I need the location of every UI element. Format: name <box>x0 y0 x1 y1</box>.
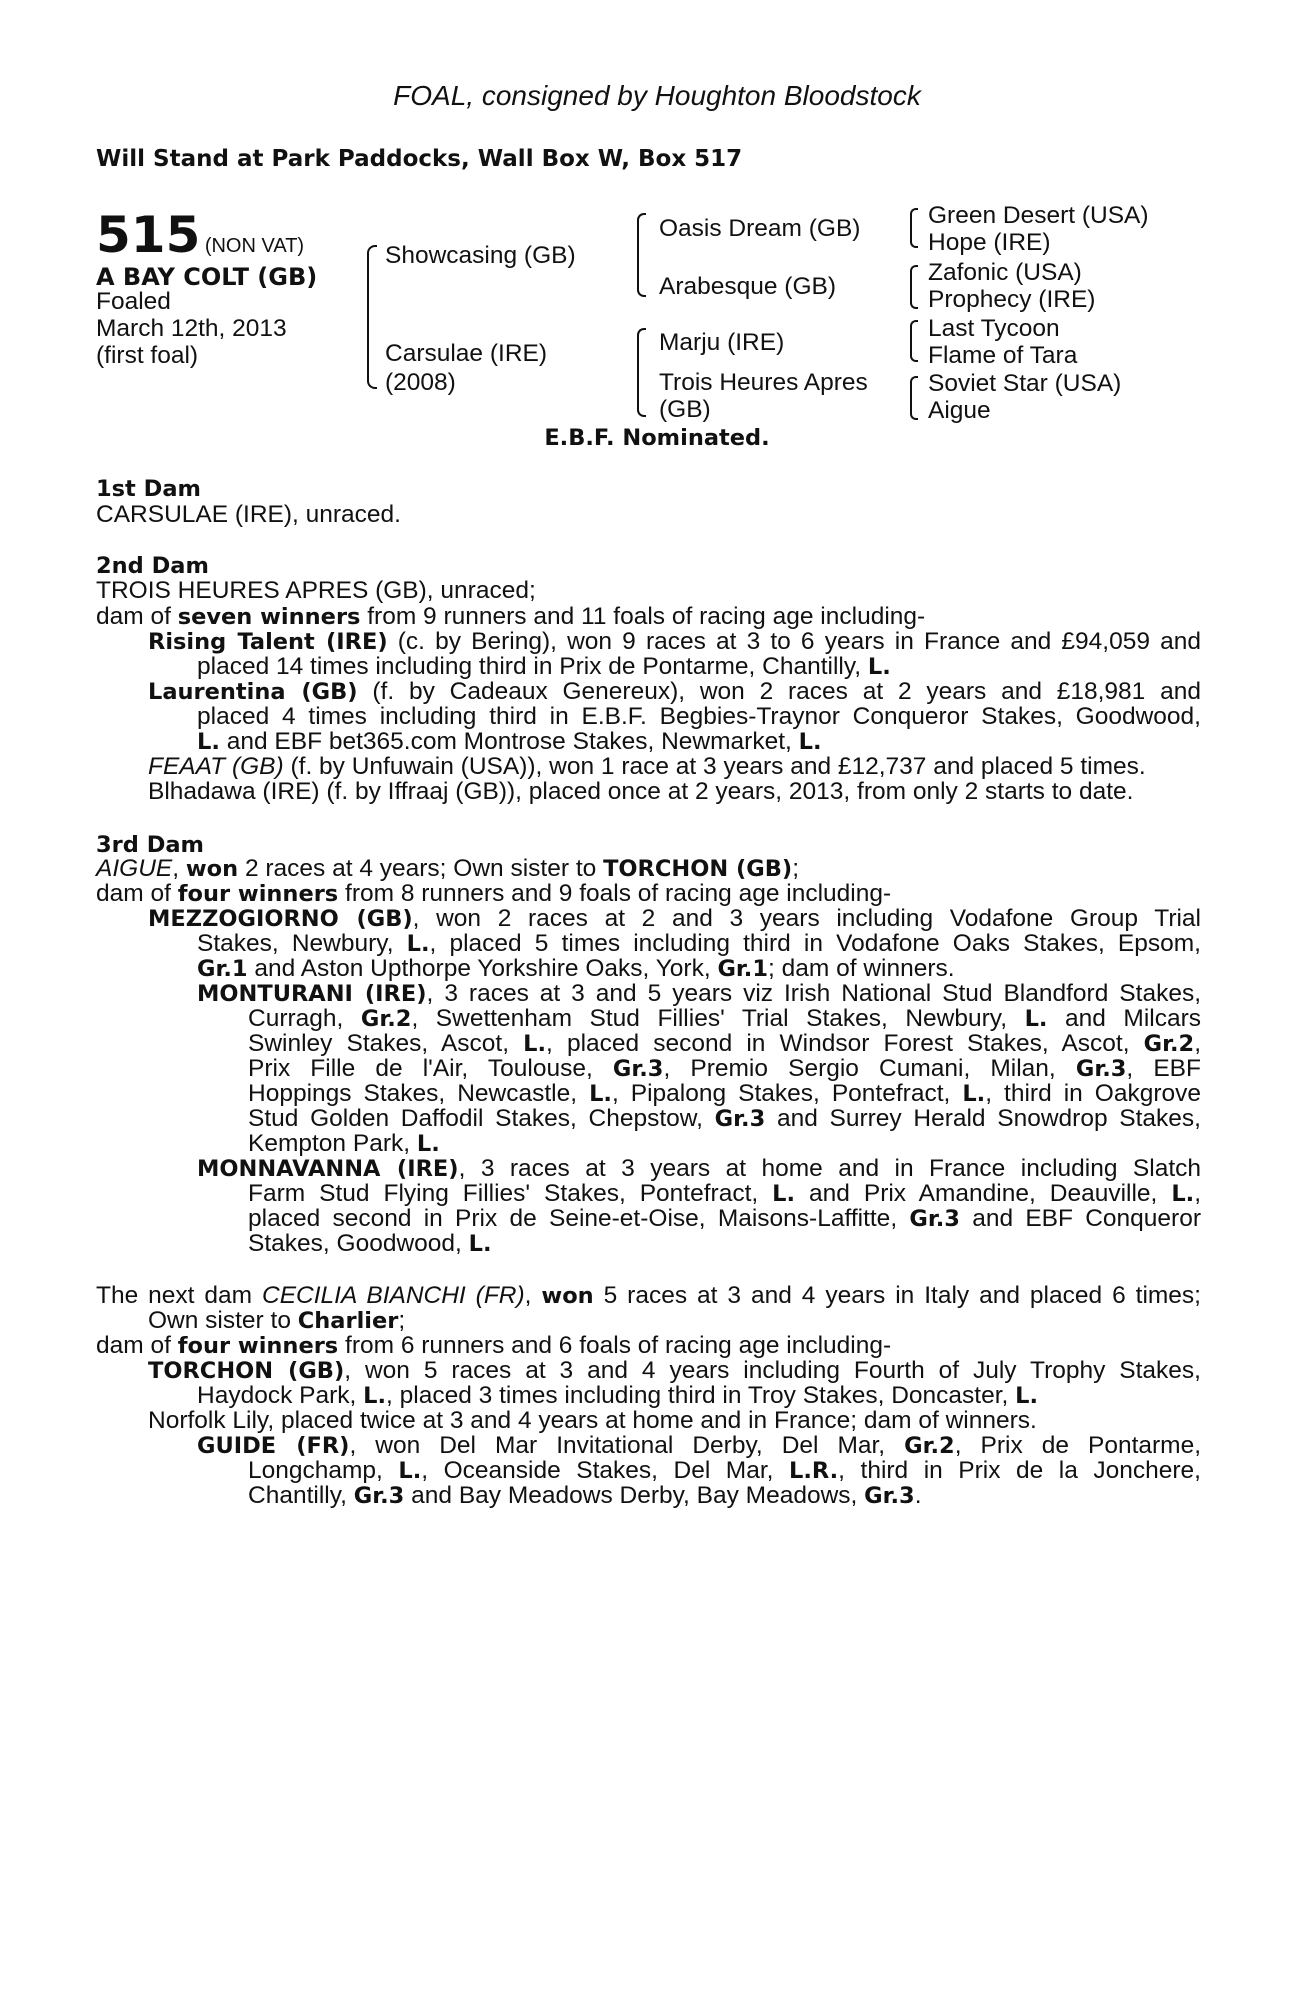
pedigree-ddd: Aigue <box>928 397 991 424</box>
foaled-label: Foaled <box>96 288 171 315</box>
third-dam-line: dam of four winners from 8 runners and 9 foals of racing age including- <box>96 880 892 907</box>
third-dam-line: Kempton Park, L. <box>248 1130 440 1157</box>
second-dam-line: Laurentina (GB) (f. by Cadeaux Genereux), won 2 races at 2 years and £18,981 and <box>148 678 1201 705</box>
lot-number-block <box>96 206 304 264</box>
second-dam-line: L. and EBF bet365.com Montrose Stakes, Newmarket, L. <box>197 728 822 755</box>
second-dam-line: FEAAT (GB) (f. by Unfuwain (USA)), won 1 race at 3 years and £12,737 and placed 5 times. <box>148 753 1146 780</box>
pedigree-dds: Soviet Star (USA) <box>928 370 1122 397</box>
next-dam-line: dam of four winners from 6 runners and 6 foals of racing age including- <box>96 1332 892 1359</box>
lot-name: A BAY COLT (GB) <box>96 263 318 291</box>
next-dam-line: Longchamp, L., Oceanside Stakes, Del Mar, L.R., third in Prix de la Jonchere, <box>248 1457 1201 1484</box>
third-dam-heading: 3rd Dam <box>96 832 204 858</box>
pedigree-bracket-sire-dam <box>367 245 377 389</box>
third-dam-line: Prix Fille de l'Air, Toulouse, Gr.3, Premio Sergio Cumani, Milan, Gr.3, EBF <box>248 1055 1201 1082</box>
pedigree-bracket-ss <box>910 208 918 248</box>
pedigree-sire-dam: Arabesque (GB) <box>659 273 837 300</box>
pedigree-dam-dam-line2: (GB) <box>659 396 711 423</box>
pedigree-sss: Green Desert (USA) <box>928 202 1149 229</box>
third-dam-line: AIGUE, won 2 races at 4 years; Own sister to TORCHON (GB); <box>96 855 799 882</box>
next-dam-line: Own sister to Charlier; <box>148 1307 406 1334</box>
pedigree-ssd: Hope (IRE) <box>928 229 1051 256</box>
second-dam-line: TROIS HEURES APRES (GB), unraced; <box>96 577 536 604</box>
next-dam-line: Haydock Park, L., placed 3 times including third in Troy Stakes, Doncaster, L. <box>197 1382 1039 1409</box>
second-dam-line: Rising Talent (IRE) (c. by Bering), won 9 races at 3 to 6 years in France and £94,059 and <box>148 628 1201 655</box>
foal-note: (first foal) <box>96 342 199 369</box>
pedigree-dam: Carsulae (IRE) <box>385 340 548 367</box>
third-dam-line: Swinley Stakes, Ascot, L., placed second in Windsor Forest Stakes, Ascot, Gr.2, <box>248 1030 1201 1057</box>
ebf-nomination: E.B.F. Nominated. <box>544 425 770 451</box>
second-dam-line: placed 4 times including third in E.B.F. Begbies-Traynor Conqueror Stakes, Goodwood, <box>197 703 1201 730</box>
third-dam-line: MONNAVANNA (IRE), 3 races at 3 years at home and in France including Slatch <box>197 1155 1202 1182</box>
pedigree-sire-sire: Oasis Dream (GB) <box>659 215 861 242</box>
second-dam-line: placed 14 times including third in Prix de Pontarme, Chantilly, L. <box>197 653 891 680</box>
third-dam-line: Stakes, Newbury, L., placed 5 times including third in Vodafone Oaks Stakes, Epsom, <box>197 930 1201 957</box>
pedigree-bracket-ds <box>910 320 918 362</box>
stand-location: Will Stand at Park Paddocks, Wall Box W, Box 517 <box>96 146 743 172</box>
first-dam-text: CARSULAE (IRE), unraced. <box>96 501 401 528</box>
pedigree-dam-dam-line1: Trois Heures Apres <box>659 369 868 396</box>
second-dam-line: dam of seven winners from 9 runners and 11 foals of racing age including- <box>96 603 926 630</box>
second-dam-heading: 2nd Dam <box>96 553 209 579</box>
third-dam-line: MONTURANI (IRE), 3 races at 3 and 5 years viz Irish National Stud Blandford Stakes, <box>197 980 1202 1007</box>
next-dam-line: TORCHON (GB), won 5 races at 3 and 4 years including Fourth of July Trophy Stakes, <box>148 1357 1201 1384</box>
pedigree-bracket-sd <box>910 265 918 309</box>
third-dam-line: Stakes, Goodwood, L. <box>248 1230 492 1257</box>
foaled-date: March 12th, 2013 <box>96 315 287 342</box>
lot-number: 515 <box>96 206 201 264</box>
pedigree-bracket-dam <box>637 328 646 417</box>
third-dam-line: placed second in Prix de Seine-et-Oise, Maisons-Laffitte, Gr.3 and EBF Conqueror <box>248 1205 1201 1232</box>
pedigree-bracket-dd <box>910 376 918 420</box>
first-dam-heading: 1st Dam <box>96 476 201 502</box>
pedigree-dss: Last Tycoon <box>928 315 1060 342</box>
next-dam-line: Norfolk Lily, placed twice at 3 and 4 years at home and in France; dam of winners. <box>148 1407 1037 1434</box>
third-dam-line: Farm Stud Flying Fillies' Stakes, Pontefract, L. and Prix Amandine, Deauville, L., <box>248 1180 1202 1207</box>
next-dam-line: Chantilly, Gr.3 and Bay Meadows Derby, Bay Meadows, Gr.3. <box>248 1482 922 1509</box>
third-dam-line: Gr.1 and Aston Upthorpe Yorkshire Oaks, York, Gr.1; dam of winners. <box>197 955 955 982</box>
pedigree-sire: Showcasing (GB) <box>385 242 576 269</box>
third-dam-line: Hoppings Stakes, Newcastle, L., Pipalong Stakes, Pontefract, L., third in Oakgrove <box>248 1080 1201 1107</box>
pedigree-dam-sire: Marju (IRE) <box>659 329 785 356</box>
pedigree-sds: Zafonic (USA) <box>928 259 1082 286</box>
vat-status: (NON VAT) <box>204 235 305 257</box>
consignor-header: FOAL, consigned by Houghton Bloodstock <box>393 80 921 111</box>
next-dam-line: GUIDE (FR), won Del Mar Invitational Derby, Del Mar, Gr.2, Prix de Pontarme, <box>197 1432 1202 1459</box>
pedigree-dsd: Flame of Tara <box>928 342 1078 369</box>
third-dam-line: MEZZOGIORNO (GB), won 2 races at 2 and 3 years including Vodafone Group Trial <box>148 905 1201 932</box>
next-dam-line: The next dam CECILIA BIANCHI (FR), won 5 races at 3 and 4 years in Italy and placed 6 times; <box>96 1282 1201 1309</box>
pedigree-sdd: Prophecy (IRE) <box>928 286 1096 313</box>
second-dam-line: Blhadawa (IRE) (f. by Iffraaj (GB)), placed once at 2 years, 2013, from only 2 starts to date. <box>148 778 1134 805</box>
pedigree-dam-year: (2008) <box>385 369 456 396</box>
pedigree-bracket-sire <box>637 213 646 297</box>
third-dam-line: Stud Golden Daffodil Stakes, Chepstow, Gr.3 and Surrey Herald Snowdrop Stakes, <box>248 1105 1201 1132</box>
third-dam-line: Curragh, Gr.2, Swettenham Stud Fillies' Trial Stakes, Newbury, L. and Milcars <box>248 1005 1201 1032</box>
